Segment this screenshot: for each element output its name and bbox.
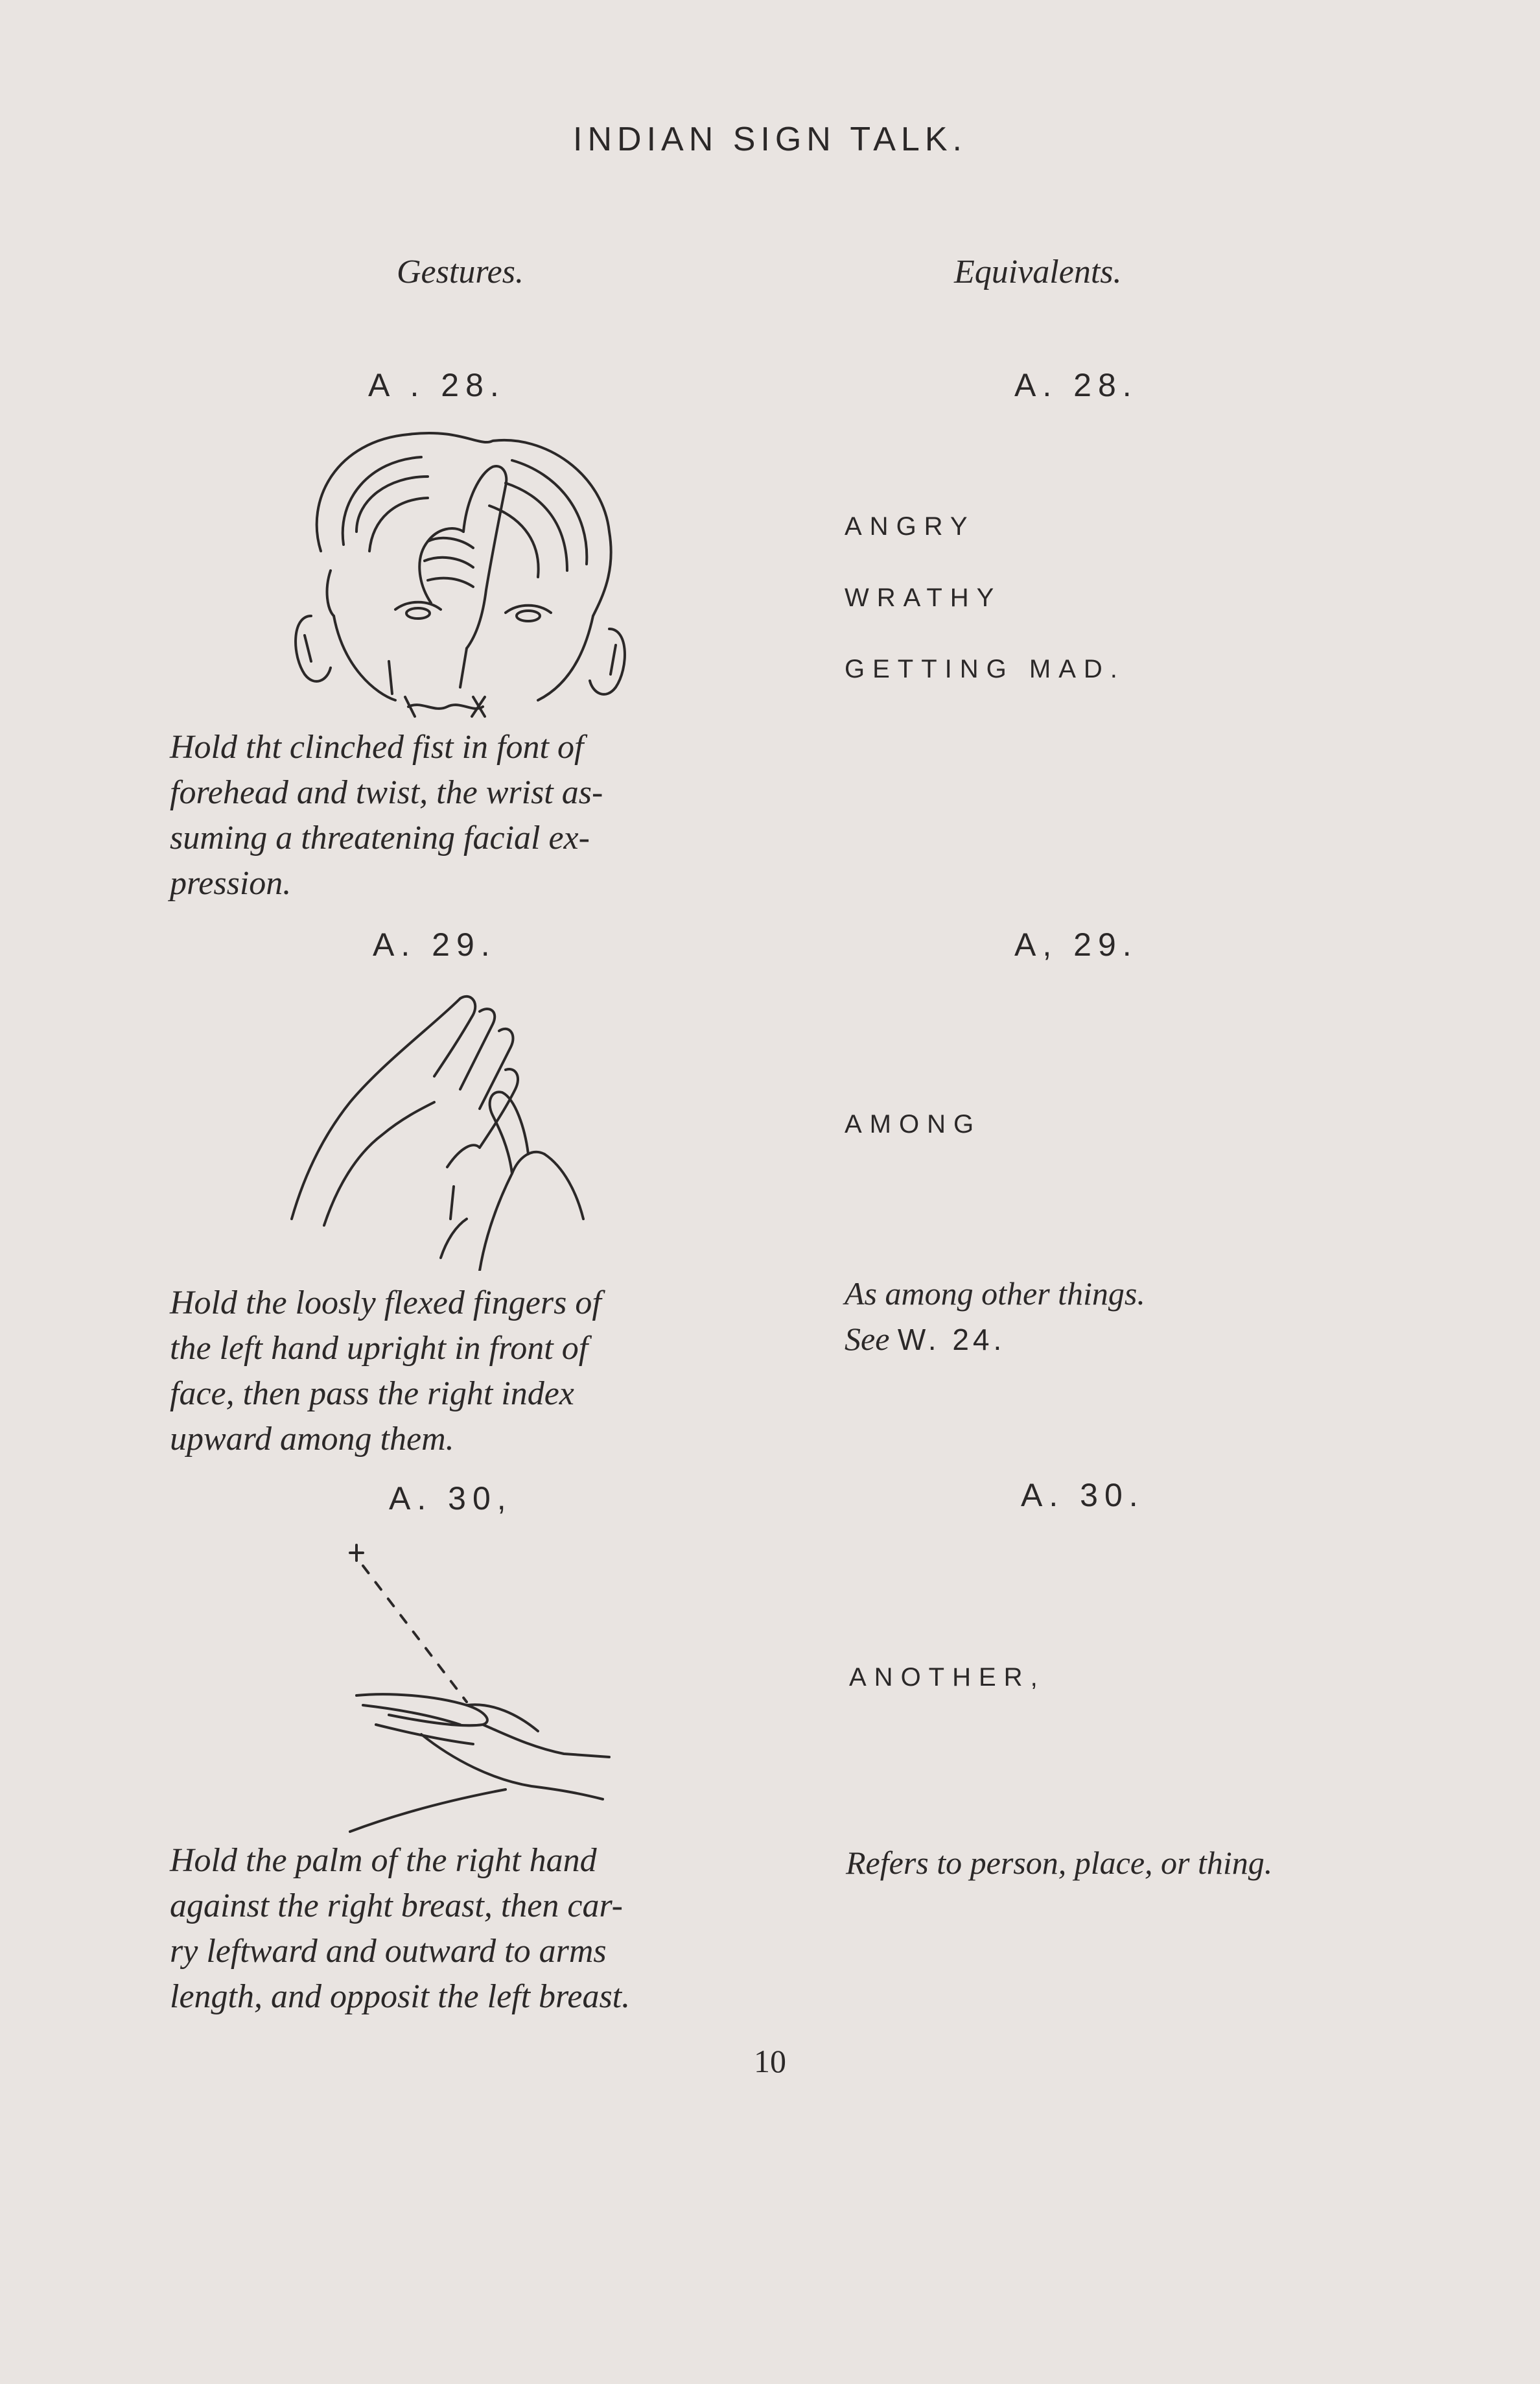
- description-line: pression.: [170, 865, 292, 902]
- note-a29: [845, 1271, 1337, 1362]
- description-line: the left hand upright in front of: [170, 1330, 589, 1367]
- equivalent-word-among: AMONG: [845, 1110, 982, 1139]
- note-text: As among other things.: [845, 1275, 1145, 1312]
- among-fingers-illustration: [285, 985, 622, 1271]
- equivalent-id-a30: A. 30.: [1021, 1477, 1145, 1513]
- description-line: Hold the loosly flexed fingers of: [170, 1284, 601, 1321]
- description-line: length, and opposit the left breast.: [170, 1978, 631, 2015]
- cross-reference-w24: W. 24.: [897, 1323, 1006, 1356]
- description-line: ry leftward and outward to arms: [170, 1933, 607, 1970]
- description-line: suming a threatening facial ex-: [170, 820, 590, 856]
- gesture-id-a28: A . 28.: [368, 367, 506, 403]
- equivalent-word-wrathy: WRATHY: [845, 584, 1002, 612]
- gesture-id-a30: A. 30,: [389, 1480, 513, 1517]
- description-a30: [170, 1838, 740, 2020]
- equivalent-word-another: ANOTHER,: [849, 1663, 1045, 1692]
- description-line: forehead and twist, the wrist as-: [170, 774, 603, 811]
- description-line: Hold tht clinched fist in font of: [170, 729, 584, 766]
- note-a30: [846, 1840, 1416, 1885]
- see-label: See: [845, 1321, 890, 1357]
- column-heading-equivalents: Equivalents.: [954, 254, 1122, 290]
- description-line: Hold the palm of the right hand: [170, 1842, 597, 1879]
- equivalent-word-angry: ANGRY: [845, 512, 975, 541]
- see-reference: [845, 1316, 1337, 1362]
- description-a28: [170, 725, 740, 906]
- description-line: upward among them.: [170, 1421, 454, 1458]
- description-a29: [170, 1281, 740, 1462]
- another-palm-illustration: [337, 1540, 622, 1838]
- gesture-id-a29: A. 29.: [373, 926, 496, 963]
- equivalent-word-getting-mad: GETTING MAD.: [845, 655, 1125, 683]
- note-text: Refers to person, place, or thing.: [846, 1845, 1273, 1881]
- equivalent-id-a28: A. 28.: [1014, 367, 1138, 403]
- angry-fist-forehead-illustration: [266, 421, 629, 720]
- description-line: against the right breast, then car-: [170, 1887, 623, 1924]
- equivalent-id-a29: A, 29.: [1014, 926, 1138, 963]
- running-header: INDIAN SIGN TALK.: [573, 121, 967, 158]
- page-number: 10: [754, 2043, 786, 2079]
- description-line: face, then pass the right index: [170, 1375, 574, 1412]
- column-heading-gestures: Gestures.: [397, 254, 524, 290]
